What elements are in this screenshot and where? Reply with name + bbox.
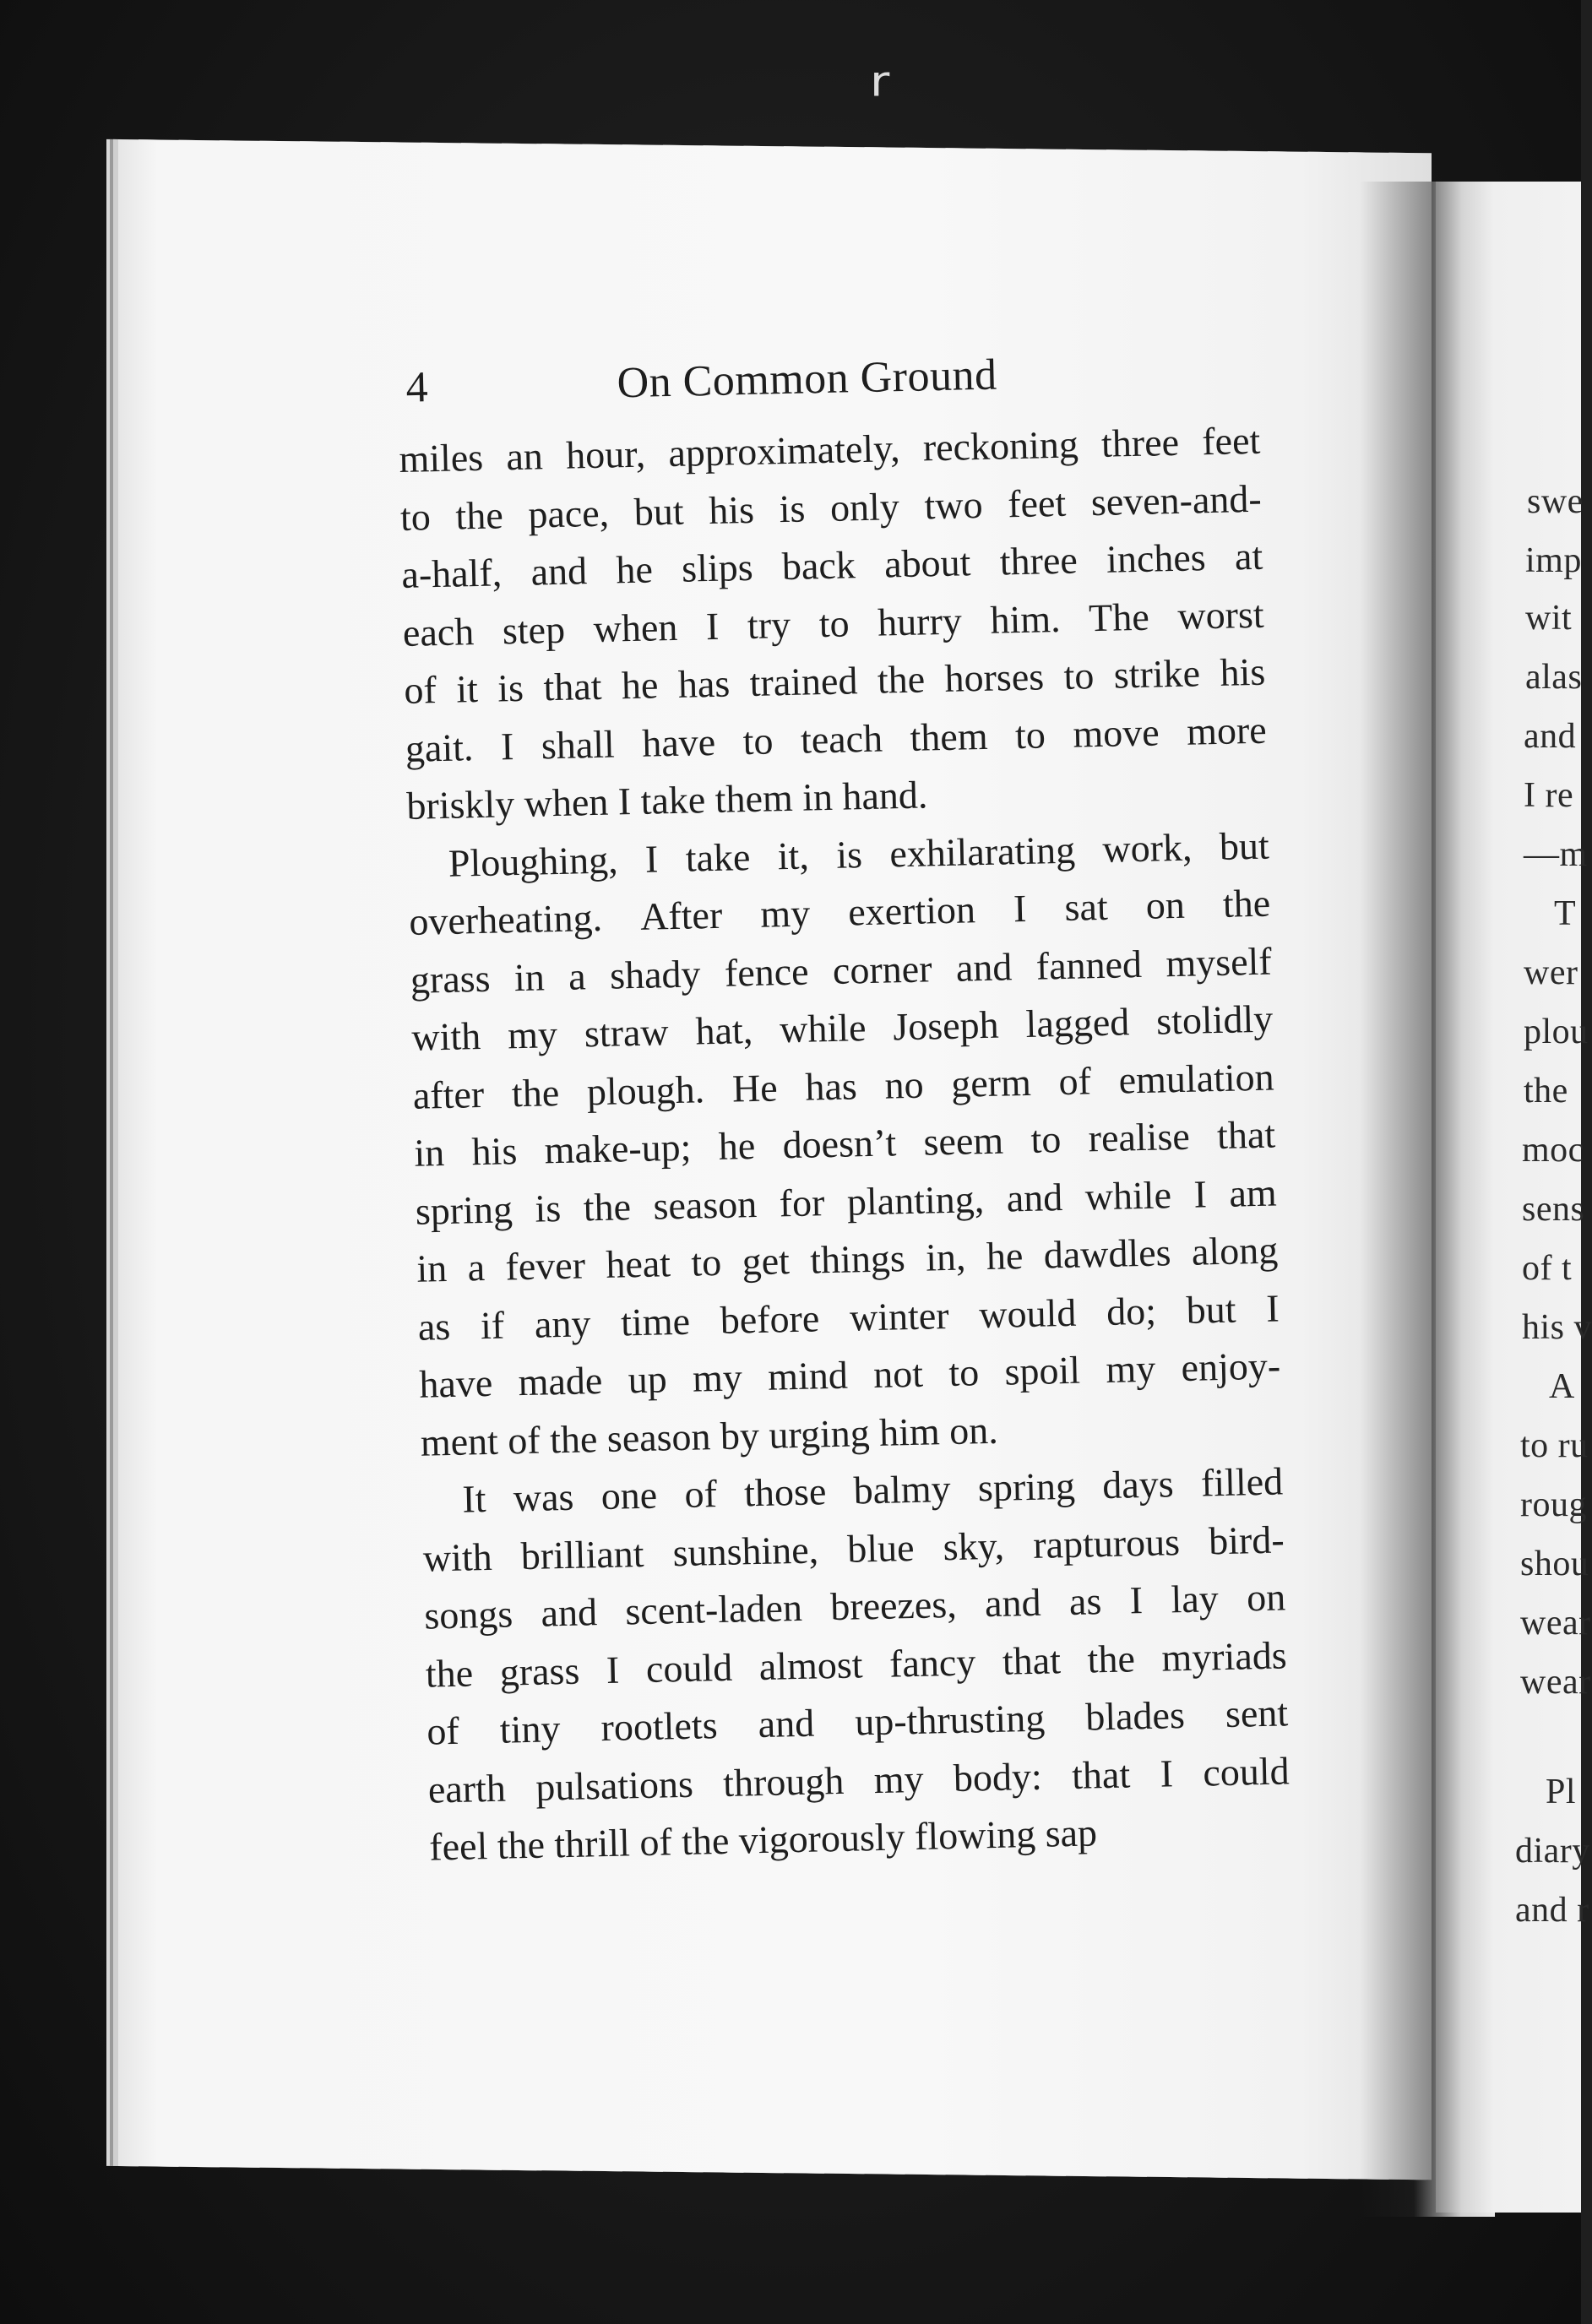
text-line: gait. I shall have to teach them to move more	[405, 708, 1268, 770]
text-line: to the pace, but his is only two feet seven-and-	[399, 476, 1263, 539]
facing-page-fragment: plou	[1524, 1013, 1589, 1051]
text-line: songs and scent-laden breezes, and as I lay on	[423, 1575, 1286, 1637]
text-line: a-half, and he slips back about three inches at	[400, 534, 1263, 596]
facing-page-fragment: Pl	[1546, 1773, 1577, 1811]
scan-mark: ʳ	[870, 51, 890, 139]
facing-page-fragment: wit	[1525, 599, 1573, 638]
facing-page-fragment: his v	[1522, 1308, 1592, 1347]
page-text-block	[397, 345, 1291, 1876]
facing-page-fragment: I re	[1524, 776, 1574, 815]
page-number: 4	[405, 363, 429, 412]
facing-page-fragment: diary	[1515, 1832, 1590, 1871]
facing-page-fragment: roug	[1520, 1485, 1587, 1524]
text-line: the grass I could almost fancy that the myriads	[425, 1632, 1288, 1696]
running-title: On Common Ground	[616, 350, 998, 408]
facing-page-fragment: to ru	[1520, 1426, 1589, 1465]
facing-page-fragment: and r	[1515, 1891, 1589, 1930]
text-line: as if any time before winter would do; but I	[417, 1285, 1280, 1349]
text-line: It was one of those balmy spring days filled	[461, 1459, 1284, 1521]
text-line: feel the thrill of the vigorously flowing sap	[428, 1811, 1098, 1869]
text-line: with my straw hat, while Joseph lagged stolidly	[410, 996, 1274, 1059]
text-line: miles an hour, approximately, reckoning three feet	[398, 418, 1261, 481]
text-line: ment of the season by urging him on.	[420, 1408, 999, 1464]
facing-page-fragment: wear	[1520, 1604, 1591, 1643]
facing-page-fragment: and	[1524, 717, 1577, 756]
text-line: after the plough. He has no germ of emulation	[412, 1055, 1275, 1117]
text-line: grass in a shady fence corner and fanned myself	[410, 939, 1273, 1002]
text-line: each step when I try to hurry him. The worst	[402, 592, 1265, 654]
facing-page-text	[1512, 0, 1592, 2324]
text-line: overheating. After my exertion I sat on the	[408, 881, 1271, 943]
text-line: have made up my mind not to spoil my enjoy-	[418, 1344, 1281, 1406]
text-line: of tiny rootlets and up-thrusting blades sent	[426, 1691, 1289, 1753]
facing-page-fragment: shou	[1520, 1545, 1589, 1583]
facing-page-fragment: alas	[1525, 658, 1583, 697]
text-line: briskly when I take them in hand.	[405, 773, 928, 828]
facing-page-fragment: of t	[1522, 1249, 1573, 1288]
text-line: Ploughing, I take it, is exhilarating work, but	[448, 823, 1270, 885]
text-line: spring is the season for planting, and while I am	[415, 1170, 1278, 1233]
facing-page-fragment: A	[1549, 1367, 1575, 1406]
facing-page-fragment: T	[1554, 894, 1577, 933]
facing-page-fragment: wear	[1520, 1663, 1591, 1702]
facing-page-fragment: —m	[1524, 835, 1588, 874]
facing-page-fragment: moc	[1522, 1131, 1584, 1170]
text-line: with brilliant sunshine, blue sky, rapturous bird-	[422, 1517, 1285, 1580]
text-line: of it is that he has trained the horses to strike his	[403, 649, 1266, 712]
facing-page-fragment: swe	[1527, 482, 1584, 521]
facing-page-fragment: imp	[1525, 541, 1582, 580]
text-line: in a fever heat to get things in, he dawdles along	[416, 1228, 1279, 1290]
body-text	[399, 412, 1291, 1876]
text-line: earth pulsations through my body: that I could	[427, 1748, 1290, 1811]
facing-page-fragment: sens	[1522, 1190, 1585, 1229]
text-line: in his make-up; he doesn’t seem to realise that	[413, 1112, 1276, 1175]
facing-page-fragment: wer	[1524, 953, 1578, 992]
facing-page-fragment: the	[1524, 1072, 1568, 1110]
